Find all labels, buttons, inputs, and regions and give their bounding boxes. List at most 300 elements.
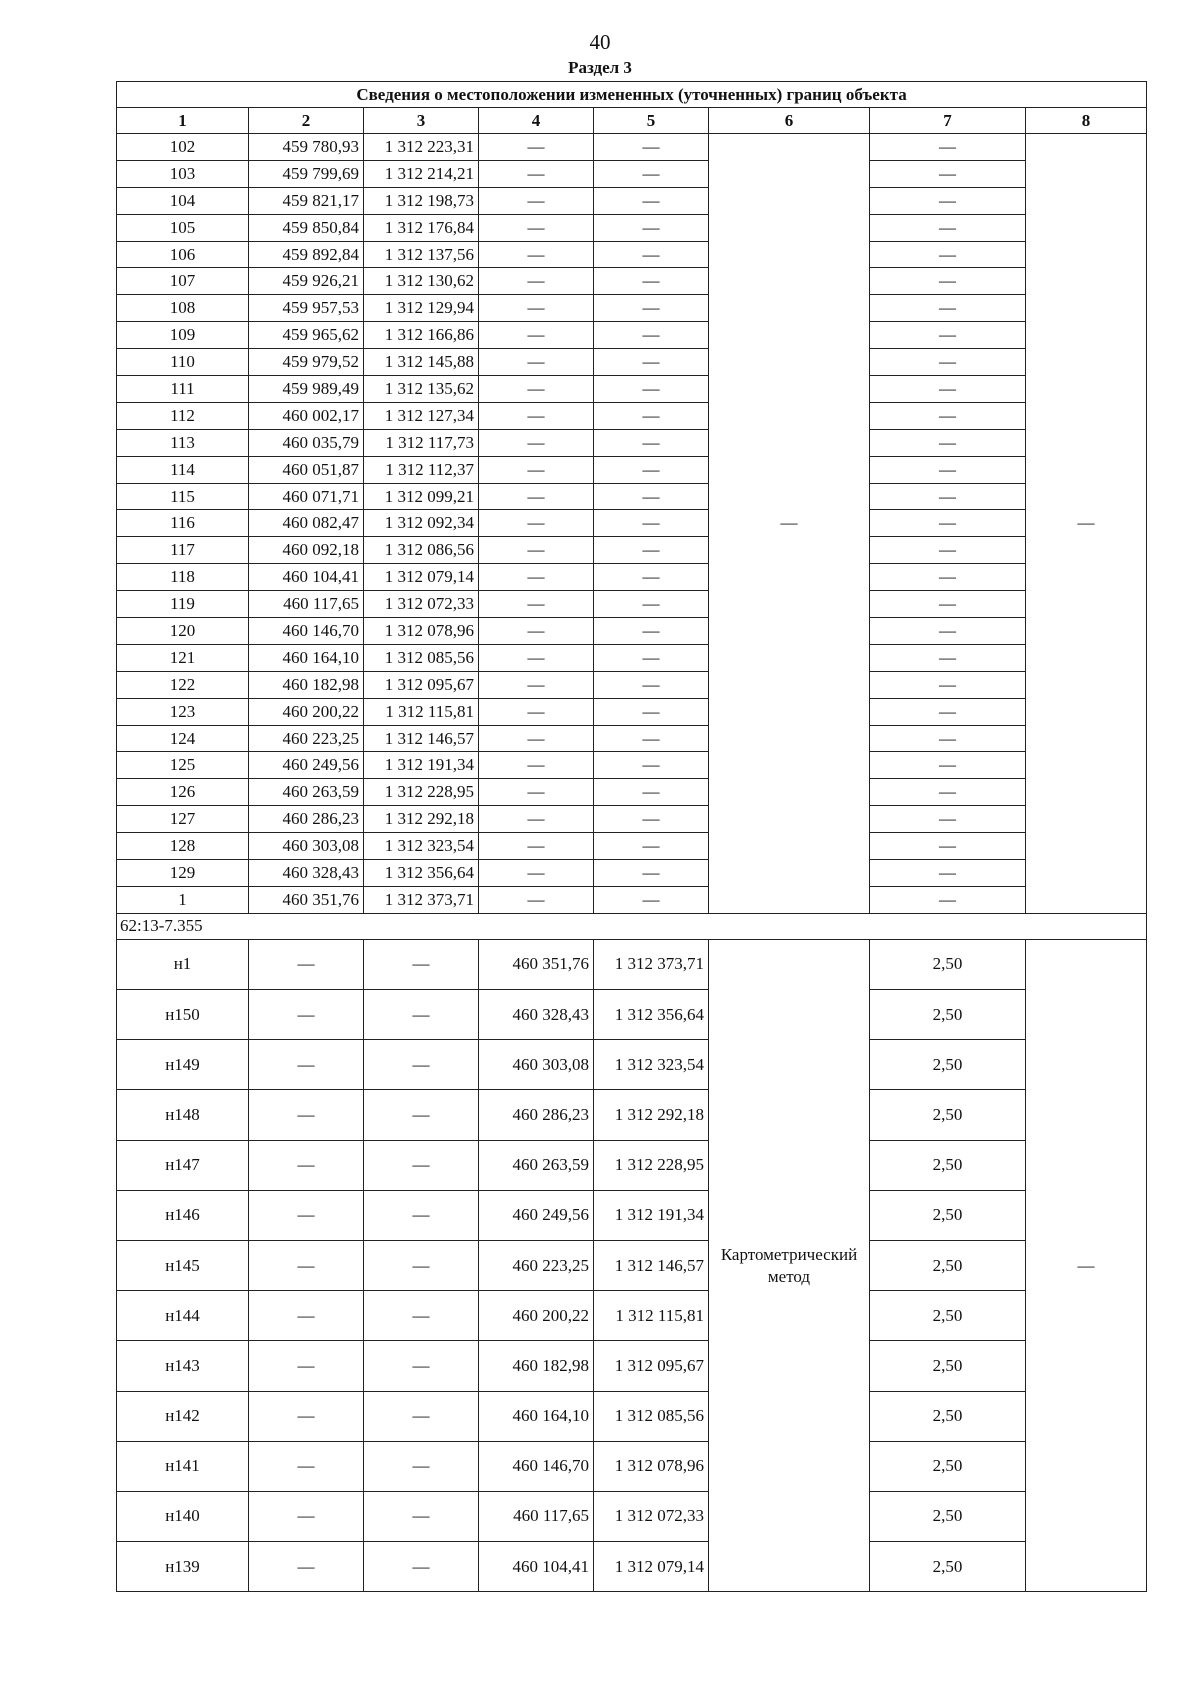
new-x-cell: —	[479, 644, 594, 671]
new-x-cell: —	[479, 268, 594, 295]
new-x-cell: —	[479, 322, 594, 349]
point-number-cell: 112	[117, 402, 249, 429]
existing-x-cell: 460 286,23	[249, 806, 364, 833]
accuracy-cell: —	[870, 402, 1026, 429]
new-x-cell: 460 303,08	[479, 1040, 594, 1090]
new-y-cell: —	[594, 564, 709, 591]
point-number-cell: 108	[117, 295, 249, 322]
new-y-cell: —	[594, 833, 709, 860]
new-x-cell: —	[479, 806, 594, 833]
new-x-cell: 460 104,41	[479, 1542, 594, 1592]
table-row	[117, 510, 1147, 537]
accuracy-cell: —	[870, 806, 1026, 833]
new-x-cell: —	[479, 537, 594, 564]
new-x-cell: 460 146,70	[479, 1441, 594, 1491]
existing-y-cell: 1 312 117,73	[364, 429, 479, 456]
table-row	[117, 1542, 1147, 1592]
point-number-cell: 106	[117, 241, 249, 268]
table-row	[117, 1090, 1147, 1140]
new-y-cell: 1 312 115,81	[594, 1291, 709, 1341]
existing-y-cell: —	[364, 1542, 479, 1592]
accuracy-cell: —	[870, 833, 1026, 860]
accuracy-cell: —	[870, 295, 1026, 322]
point-number-cell: 102	[117, 134, 249, 161]
accuracy-cell: —	[870, 214, 1026, 241]
point-number-cell: н150	[117, 990, 249, 1040]
point-number-cell: 120	[117, 618, 249, 645]
new-x-cell: —	[479, 349, 594, 376]
new-y-cell: —	[594, 510, 709, 537]
existing-x-cell: 460 117,65	[249, 591, 364, 618]
table-caption: Сведения о местоположении измененных (уточненных) границ объекта	[117, 82, 1147, 108]
accuracy-cell: —	[870, 564, 1026, 591]
existing-y-cell: 1 312 323,54	[364, 833, 479, 860]
new-y-cell: 1 312 373,71	[594, 939, 709, 989]
point-number-cell: 127	[117, 806, 249, 833]
method-cell: Картометрический метод	[709, 939, 870, 1591]
new-x-cell: 460 286,23	[479, 1090, 594, 1140]
accuracy-cell: —	[870, 483, 1026, 510]
table-row	[117, 725, 1147, 752]
existing-y-cell: —	[364, 1190, 479, 1240]
existing-x-cell: 460 082,47	[249, 510, 364, 537]
existing-x-cell: 460 249,56	[249, 752, 364, 779]
table-caption-row	[117, 82, 1147, 108]
new-x-cell: —	[479, 833, 594, 860]
new-y-cell: 1 312 072,33	[594, 1491, 709, 1541]
table-row	[117, 779, 1147, 806]
existing-y-cell: —	[364, 1040, 479, 1090]
new-y-cell: 1 312 228,95	[594, 1140, 709, 1190]
table-row	[117, 160, 1147, 187]
existing-x-cell: —	[249, 1190, 364, 1240]
new-y-cell: —	[594, 402, 709, 429]
point-number-cell: н141	[117, 1441, 249, 1491]
existing-y-cell: 1 312 086,56	[364, 537, 479, 564]
new-x-cell: —	[479, 187, 594, 214]
new-y-cell: —	[594, 429, 709, 456]
new-y-cell: —	[594, 376, 709, 403]
table-row	[117, 214, 1147, 241]
new-x-cell: —	[479, 429, 594, 456]
existing-x-cell: —	[249, 1441, 364, 1491]
table-row	[117, 402, 1147, 429]
new-y-cell: —	[594, 241, 709, 268]
point-number-cell: 109	[117, 322, 249, 349]
existing-y-cell: 1 312 373,71	[364, 886, 479, 913]
table-row	[117, 698, 1147, 725]
table-row	[117, 1441, 1147, 1491]
existing-x-cell: 460 223,25	[249, 725, 364, 752]
existing-y-cell: 1 312 166,86	[364, 322, 479, 349]
accuracy-cell: 2,50	[870, 1090, 1026, 1140]
table-row	[117, 537, 1147, 564]
table-row	[117, 268, 1147, 295]
existing-y-cell: 1 312 135,62	[364, 376, 479, 403]
table-row	[117, 591, 1147, 618]
new-y-cell: —	[594, 214, 709, 241]
accuracy-cell: —	[870, 160, 1026, 187]
new-x-cell: 460 263,59	[479, 1140, 594, 1190]
existing-x-cell: —	[249, 1140, 364, 1190]
existing-x-cell: —	[249, 1491, 364, 1541]
existing-y-cell: —	[364, 1491, 479, 1541]
method-cell: —	[709, 134, 870, 914]
new-y-cell: —	[594, 671, 709, 698]
point-number-cell: 128	[117, 833, 249, 860]
existing-x-cell: —	[249, 1090, 364, 1140]
new-y-cell: 1 312 095,67	[594, 1341, 709, 1391]
accuracy-cell: —	[870, 322, 1026, 349]
accuracy-cell: —	[870, 268, 1026, 295]
table-row	[117, 860, 1147, 887]
existing-x-cell: —	[249, 1291, 364, 1341]
table-row	[117, 644, 1147, 671]
table-row	[117, 1391, 1147, 1441]
new-y-cell: 1 312 146,57	[594, 1240, 709, 1290]
point-number-cell: 105	[117, 214, 249, 241]
accuracy-cell: 2,50	[870, 1542, 1026, 1592]
accuracy-cell: 2,50	[870, 1441, 1026, 1491]
table-row	[117, 886, 1147, 913]
existing-x-cell: 459 926,21	[249, 268, 364, 295]
accuracy-cell: —	[870, 886, 1026, 913]
point-number-cell: 118	[117, 564, 249, 591]
description-cell: —	[1026, 939, 1147, 1591]
table-row	[117, 1240, 1147, 1290]
point-number-cell: 125	[117, 752, 249, 779]
existing-y-cell: —	[364, 1341, 479, 1391]
accuracy-cell: 2,50	[870, 1190, 1026, 1240]
column-header-8: 8	[1026, 108, 1147, 134]
point-number-cell: 116	[117, 510, 249, 537]
accuracy-cell: —	[870, 187, 1026, 214]
new-y-cell: —	[594, 779, 709, 806]
new-y-cell: —	[594, 752, 709, 779]
new-y-cell: —	[594, 134, 709, 161]
existing-y-cell: 1 312 095,67	[364, 671, 479, 698]
new-x-cell: —	[479, 564, 594, 591]
new-x-cell: —	[479, 456, 594, 483]
existing-x-cell: —	[249, 1391, 364, 1441]
table-row	[117, 483, 1147, 510]
new-y-cell: —	[594, 537, 709, 564]
existing-y-cell: —	[364, 1441, 479, 1491]
existing-x-cell: 460 303,08	[249, 833, 364, 860]
new-x-cell: —	[479, 698, 594, 725]
point-number-cell: н139	[117, 1542, 249, 1592]
accuracy-cell: 2,50	[870, 1491, 1026, 1541]
new-y-cell: —	[594, 698, 709, 725]
new-x-cell: 460 117,65	[479, 1491, 594, 1541]
existing-x-cell: 460 071,71	[249, 483, 364, 510]
new-y-cell: —	[594, 295, 709, 322]
accuracy-cell: 2,50	[870, 1140, 1026, 1190]
point-number-cell: н144	[117, 1291, 249, 1341]
new-y-cell: —	[594, 591, 709, 618]
point-number-cell: 1	[117, 886, 249, 913]
existing-y-cell: 1 312 115,81	[364, 698, 479, 725]
point-number-cell: н149	[117, 1040, 249, 1090]
existing-x-cell: 460 182,98	[249, 671, 364, 698]
new-y-cell: —	[594, 806, 709, 833]
accuracy-cell: —	[870, 698, 1026, 725]
new-x-cell: —	[479, 483, 594, 510]
accuracy-cell: —	[870, 618, 1026, 645]
existing-y-cell: 1 312 146,57	[364, 725, 479, 752]
point-number-cell: 114	[117, 456, 249, 483]
point-number-cell: н1	[117, 939, 249, 989]
existing-y-cell: 1 312 085,56	[364, 644, 479, 671]
new-y-cell: —	[594, 644, 709, 671]
existing-x-cell: 460 002,17	[249, 402, 364, 429]
column-header-2: 2	[249, 108, 364, 134]
new-x-cell: 460 328,43	[479, 990, 594, 1040]
new-y-cell: —	[594, 860, 709, 887]
new-y-cell: —	[594, 483, 709, 510]
point-number-cell: 117	[117, 537, 249, 564]
new-x-cell: —	[479, 860, 594, 887]
existing-y-cell: 1 312 198,73	[364, 187, 479, 214]
table-row	[117, 1140, 1147, 1190]
new-x-cell: —	[479, 134, 594, 161]
section-title: Раздел 3	[568, 58, 632, 77]
accuracy-cell: —	[870, 429, 1026, 456]
point-number-cell: 122	[117, 671, 249, 698]
point-number-cell: 129	[117, 860, 249, 887]
existing-y-cell: —	[364, 1391, 479, 1441]
new-x-cell: 460 249,56	[479, 1190, 594, 1240]
table-row	[117, 376, 1147, 403]
new-y-cell: 1 312 078,96	[594, 1441, 709, 1491]
page-number: 40	[589, 30, 611, 54]
table-row	[117, 429, 1147, 456]
table-row	[117, 1341, 1147, 1391]
new-x-cell: —	[479, 725, 594, 752]
point-number-cell: 103	[117, 160, 249, 187]
new-y-cell: —	[594, 456, 709, 483]
new-x-cell: 460 200,22	[479, 1291, 594, 1341]
accuracy-cell: —	[870, 644, 1026, 671]
point-number-cell: н143	[117, 1341, 249, 1391]
table-row	[117, 1040, 1147, 1090]
existing-x-cell: —	[249, 1542, 364, 1592]
new-x-cell: —	[479, 241, 594, 268]
column-header-3: 3	[364, 108, 479, 134]
new-x-cell: 460 351,76	[479, 939, 594, 989]
existing-x-cell: 459 957,53	[249, 295, 364, 322]
accuracy-cell: —	[870, 779, 1026, 806]
existing-y-cell: 1 312 356,64	[364, 860, 479, 887]
table-row	[117, 1190, 1147, 1240]
new-y-cell: —	[594, 886, 709, 913]
accuracy-cell: 2,50	[870, 1240, 1026, 1290]
accuracy-cell: 2,50	[870, 939, 1026, 989]
existing-y-cell: 1 312 145,88	[364, 349, 479, 376]
table-row	[117, 752, 1147, 779]
existing-y-cell: 1 312 072,33	[364, 591, 479, 618]
new-y-cell: 1 312 292,18	[594, 1090, 709, 1140]
existing-y-cell: —	[364, 990, 479, 1040]
accuracy-cell: 2,50	[870, 1341, 1026, 1391]
accuracy-cell: —	[870, 456, 1026, 483]
existing-x-cell: 460 146,70	[249, 618, 364, 645]
existing-x-cell: 460 104,41	[249, 564, 364, 591]
table-row	[117, 671, 1147, 698]
accuracy-cell: —	[870, 349, 1026, 376]
table-row	[117, 349, 1147, 376]
table-row	[117, 456, 1147, 483]
new-y-cell: 1 312 323,54	[594, 1040, 709, 1090]
accuracy-cell: —	[870, 752, 1026, 779]
existing-y-cell: —	[364, 1090, 479, 1140]
new-y-cell: —	[594, 725, 709, 752]
new-x-cell: —	[479, 376, 594, 403]
new-y-cell: 1 312 191,34	[594, 1190, 709, 1240]
new-x-cell: —	[479, 752, 594, 779]
point-number-cell: 115	[117, 483, 249, 510]
existing-y-cell: —	[364, 939, 479, 989]
new-y-cell: —	[594, 268, 709, 295]
new-y-cell: —	[594, 349, 709, 376]
new-x-cell: —	[479, 618, 594, 645]
existing-x-cell: 460 164,10	[249, 644, 364, 671]
accuracy-cell: —	[870, 860, 1026, 887]
existing-y-cell: —	[364, 1240, 479, 1290]
accuracy-cell: —	[870, 241, 1026, 268]
column-header-5: 5	[594, 108, 709, 134]
point-number-cell: 123	[117, 698, 249, 725]
accuracy-cell: —	[870, 510, 1026, 537]
table-body	[117, 134, 1147, 1592]
existing-x-cell: —	[249, 1341, 364, 1391]
new-y-cell: —	[594, 322, 709, 349]
existing-x-cell: 460 351,76	[249, 886, 364, 913]
existing-y-cell: 1 312 214,21	[364, 160, 479, 187]
existing-y-cell: —	[364, 1140, 479, 1190]
accuracy-cell: 2,50	[870, 1391, 1026, 1441]
accuracy-cell: 2,50	[870, 990, 1026, 1040]
accuracy-cell: —	[870, 671, 1026, 698]
existing-x-cell: 459 780,93	[249, 134, 364, 161]
existing-x-cell: 460 263,59	[249, 779, 364, 806]
point-number-cell: н145	[117, 1240, 249, 1290]
accuracy-cell: —	[870, 134, 1026, 161]
new-x-cell: 460 164,10	[479, 1391, 594, 1441]
table-row	[117, 564, 1147, 591]
existing-y-cell: 1 312 292,18	[364, 806, 479, 833]
point-number-cell: 110	[117, 349, 249, 376]
existing-x-cell: —	[249, 939, 364, 989]
table-row	[117, 241, 1147, 268]
column-header-4: 4	[479, 108, 594, 134]
point-number-cell: 119	[117, 591, 249, 618]
existing-x-cell: 460 092,18	[249, 537, 364, 564]
point-number-cell: н148	[117, 1090, 249, 1140]
group-label-row	[117, 913, 1147, 939]
table-row	[117, 990, 1147, 1040]
accuracy-cell: —	[870, 591, 1026, 618]
table-row	[117, 295, 1147, 322]
new-y-cell: —	[594, 160, 709, 187]
point-number-cell: 113	[117, 429, 249, 456]
table-row	[117, 806, 1147, 833]
new-x-cell: —	[479, 510, 594, 537]
table-row	[117, 939, 1147, 989]
existing-x-cell: 459 850,84	[249, 214, 364, 241]
description-cell: —	[1026, 134, 1147, 914]
existing-y-cell: 1 312 228,95	[364, 779, 479, 806]
new-y-cell: —	[594, 618, 709, 645]
new-x-cell: —	[479, 591, 594, 618]
point-number-cell: 111	[117, 376, 249, 403]
column-number-row	[117, 108, 1147, 134]
accuracy-cell: 2,50	[870, 1291, 1026, 1341]
point-number-cell: 107	[117, 268, 249, 295]
new-y-cell: 1 312 356,64	[594, 990, 709, 1040]
accuracy-cell: 2,50	[870, 1040, 1026, 1090]
new-x-cell: —	[479, 295, 594, 322]
accuracy-cell: —	[870, 725, 1026, 752]
existing-y-cell: 1 312 137,56	[364, 241, 479, 268]
existing-x-cell: 460 200,22	[249, 698, 364, 725]
new-x-cell: —	[479, 214, 594, 241]
existing-y-cell: 1 312 099,21	[364, 483, 479, 510]
point-number-cell: н146	[117, 1190, 249, 1240]
group-label: 62:13-7.355	[117, 913, 1147, 939]
existing-x-cell: 459 892,84	[249, 241, 364, 268]
column-header-1: 1	[117, 108, 249, 134]
existing-x-cell: 459 979,52	[249, 349, 364, 376]
new-y-cell: 1 312 085,56	[594, 1391, 709, 1441]
table-row	[117, 1291, 1147, 1341]
table-row	[117, 1491, 1147, 1541]
point-number-cell: 104	[117, 187, 249, 214]
existing-y-cell: 1 312 191,34	[364, 752, 479, 779]
existing-y-cell: 1 312 092,34	[364, 510, 479, 537]
existing-x-cell: 459 989,49	[249, 376, 364, 403]
new-x-cell: —	[479, 779, 594, 806]
accuracy-cell: —	[870, 537, 1026, 564]
new-x-cell: —	[479, 402, 594, 429]
table-row	[117, 134, 1147, 161]
existing-x-cell: 460 035,79	[249, 429, 364, 456]
existing-y-cell: 1 312 130,62	[364, 268, 479, 295]
existing-x-cell: —	[249, 990, 364, 1040]
point-number-cell: 126	[117, 779, 249, 806]
existing-y-cell: 1 312 127,34	[364, 402, 479, 429]
new-y-cell: 1 312 079,14	[594, 1542, 709, 1592]
point-number-cell: 124	[117, 725, 249, 752]
boundary-coordinates-table	[116, 81, 1147, 1592]
existing-y-cell: 1 312 079,14	[364, 564, 479, 591]
existing-x-cell: 460 051,87	[249, 456, 364, 483]
existing-x-cell: —	[249, 1240, 364, 1290]
existing-y-cell: 1 312 129,94	[364, 295, 479, 322]
existing-y-cell: 1 312 176,84	[364, 214, 479, 241]
accuracy-cell: —	[870, 376, 1026, 403]
point-number-cell: н140	[117, 1491, 249, 1541]
table-row	[117, 833, 1147, 860]
point-number-cell: 121	[117, 644, 249, 671]
existing-y-cell: —	[364, 1291, 479, 1341]
new-x-cell: —	[479, 886, 594, 913]
existing-y-cell: 1 312 223,31	[364, 134, 479, 161]
existing-x-cell: 459 799,69	[249, 160, 364, 187]
table-row	[117, 187, 1147, 214]
new-x-cell: —	[479, 671, 594, 698]
new-x-cell: —	[479, 160, 594, 187]
